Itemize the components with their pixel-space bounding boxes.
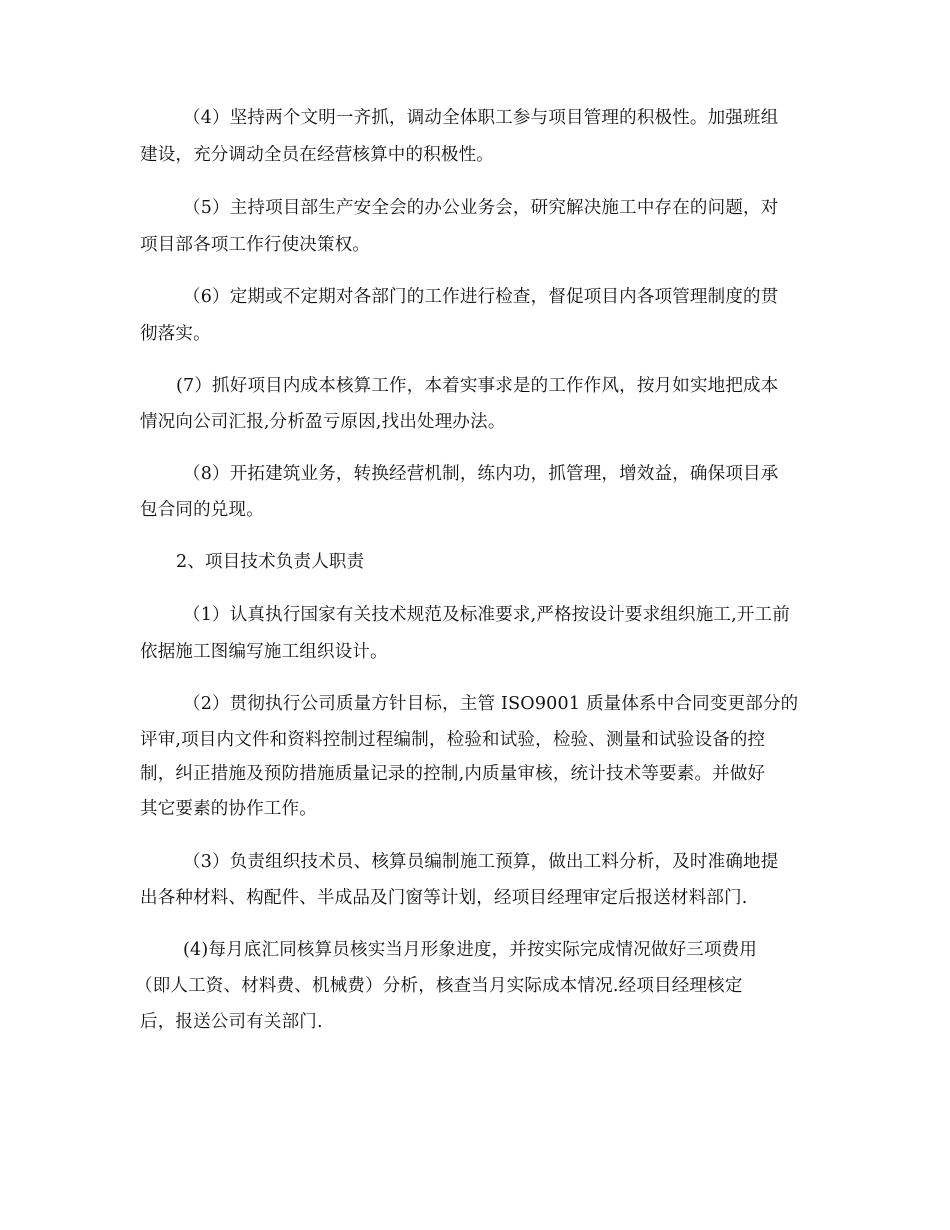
paragraph-line: 后，报送公司有关部门. bbox=[140, 1012, 323, 1032]
paragraph-line: （4）坚持两个文明一齐抓，调动全体职工参与项目管理的积极性。加强班组 bbox=[183, 108, 779, 128]
paragraph-line: 包合同的兑现。 bbox=[140, 500, 264, 520]
paragraph-line: （5）主持项目部生产安全会的办公业务会，研究解决施工中存在的问题，对 bbox=[183, 198, 779, 218]
paragraph-line: （即人工资、材料费、机械费）分析，核查当月实际成本情况.经项目经理核定 bbox=[135, 976, 743, 996]
paragraph-line: 情况向公司汇报,分析盈亏原因,找出处理办法。 bbox=[140, 412, 506, 432]
paragraph-line: 制，纠正措施及预防措施质量记录的控制,内质量审核，统计技术等要素。并做好 bbox=[140, 764, 766, 784]
paragraph-line: 彻落实。 bbox=[140, 324, 211, 344]
section-heading: 2、项目技术负责人职责 bbox=[176, 552, 365, 572]
paragraph-line: 出各种材料、构配件、半成品及门窗等计划，经项目经理审定后报送材料部门. bbox=[140, 888, 748, 908]
paragraph-line: (4)每月底汇同核算员核实当月形象进度，并按实际完成情况做好三项费用 bbox=[183, 940, 758, 960]
paragraph-line: 依据施工图编写施工组织设计。 bbox=[140, 642, 388, 662]
paragraph-line: （6）定期或不定期对各部门的工作进行检查，督促项目内各项管理制度的贯 bbox=[183, 287, 779, 307]
paragraph-line: （1）认真执行国家有关技术规范及标准要求,严格按设计要求组织施工,开工前 bbox=[183, 605, 790, 625]
paragraph-line: 项目部各项工作行使决策权。 bbox=[140, 235, 371, 255]
paragraph-line: （3）负责组织技术员、核算员编制施工预算，做出工料分析，及时准确地提 bbox=[183, 852, 779, 872]
paragraph-line: 建设，充分调动全员在经营核算中的积极性。 bbox=[140, 145, 494, 165]
paragraph-line: （2）贯彻执行公司质量方针目标，主管 ISO9001 质量体系中合同变更部分的 bbox=[183, 694, 799, 714]
paragraph-line: （8）开拓建筑业务，转换经营机制，练内功，抓管理，增效益，确保项目承 bbox=[183, 464, 779, 484]
paragraph-line: 评审,项目内文件和资料控制过程编制，检验和试验，检验、测量和试验设备的控 bbox=[140, 730, 766, 750]
paragraph-line: 其它要素的协作工作。 bbox=[140, 799, 317, 819]
paragraph-line: (7）抓好项目内成本核算工作，本着实事求是的工作作风，按月如实地把成本 bbox=[176, 376, 779, 396]
